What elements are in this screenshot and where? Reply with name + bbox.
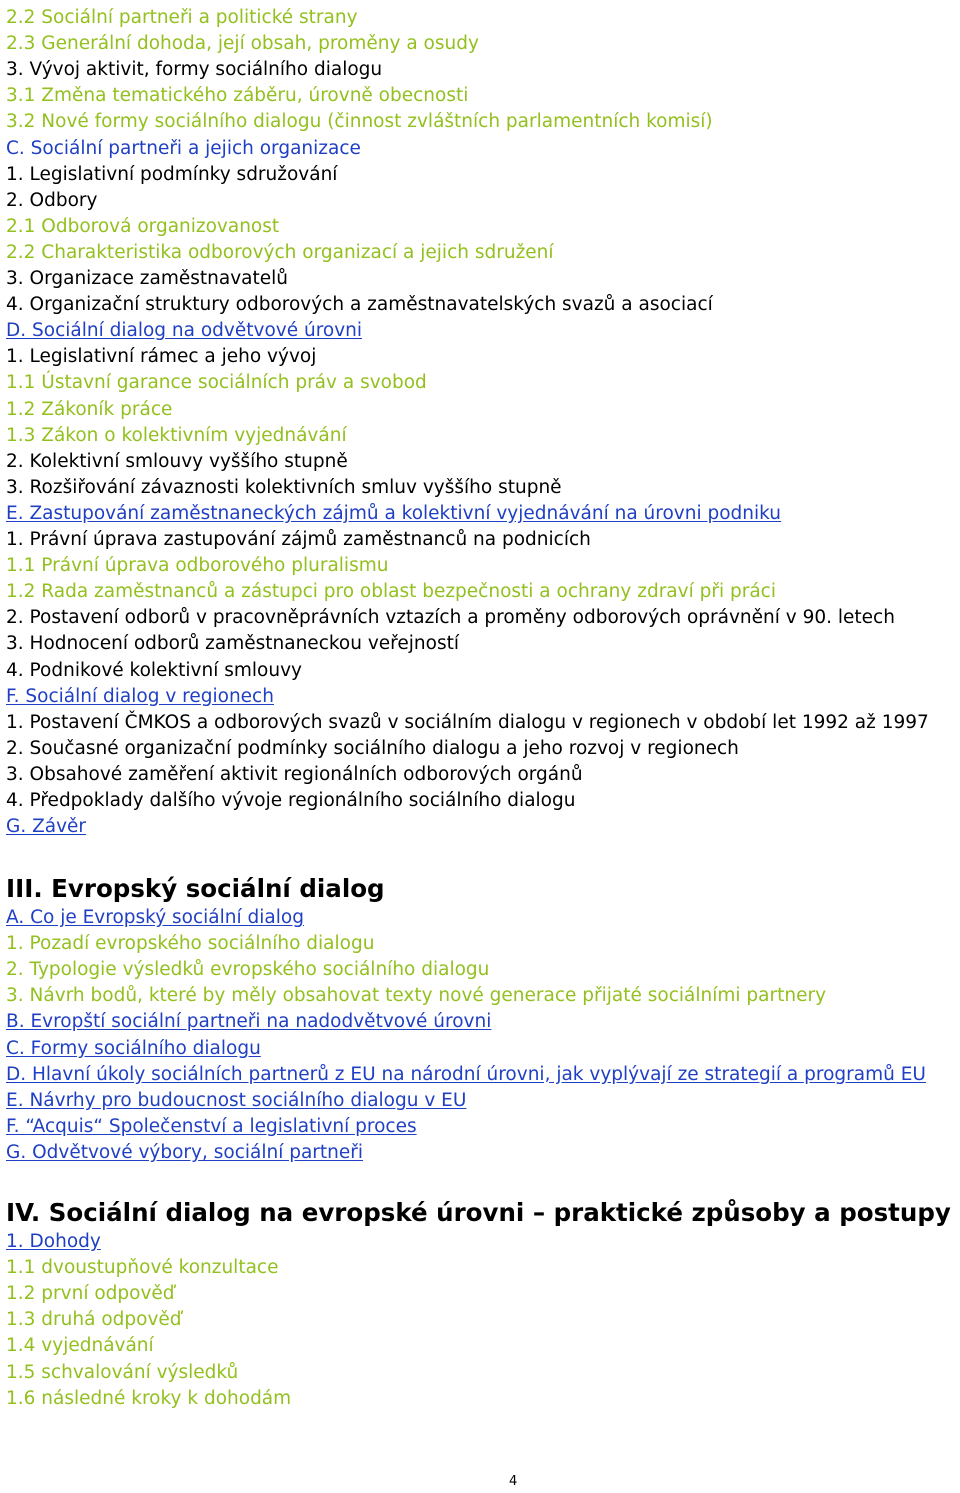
toc-entry: 4. Organizační struktury odborových a zaměstnavatelských svazů a asociací bbox=[6, 294, 713, 316]
toc-entry: 1. Legislativní rámec a jeho vývoj bbox=[6, 346, 317, 368]
toc-entry: 3. Obsahové zaměření aktivit regionálních odborových orgánů bbox=[6, 763, 583, 785]
toc-link[interactable]: A. Co je Evropský sociální dialog bbox=[6, 907, 304, 928]
heading-section-3: III. Evropský sociální dialog bbox=[6, 874, 385, 903]
toc-entry: 1. Postavení ČMKOS a odborových svazů v sociálním dialogu v regionech v období let 1992 až 1997 bbox=[6, 711, 929, 733]
toc-entry: 2.3 Generální dohoda, její obsah, proměny a osudy bbox=[6, 33, 479, 55]
toc-link[interactable]: D. Hlavní úkoly sociálních partnerů z EU na národní úrovni, jak vyplývají ze strategií a programů EU bbox=[6, 1063, 926, 1085]
toc-entry: 1.2 Rada zaměstnanců a zástupci pro oblast bezpečnosti a ochrany zdraví při práci bbox=[6, 581, 776, 603]
toc-entry: 1. Legislativní podmínky sdružování bbox=[6, 163, 338, 185]
toc-entry: 2.2 Charakteristika odborových organizací a jejich sdružení bbox=[6, 241, 554, 263]
toc-link[interactable]: 1. Dohody bbox=[6, 1231, 101, 1252]
toc-entry: 1.1 Ústavní garance sociálních práv a svobod bbox=[6, 372, 427, 394]
toc-entry: 1. Pozadí evropského sociálního dialogu bbox=[6, 933, 375, 955]
heading-section-4: IV. Sociální dialog na evropské úrovni – praktické způsoby a postupy bbox=[6, 1198, 951, 1227]
toc-entry: 1.3 druhá odpověď bbox=[6, 1309, 182, 1331]
toc-link[interactable]: C. Formy sociálního dialogu bbox=[6, 1037, 261, 1059]
toc-entry: 1.6 následné kroky k dohodám bbox=[6, 1387, 292, 1409]
toc-entry: 3. Organizace zaměstnavatelů bbox=[6, 268, 288, 289]
toc-entry: 2. Postavení odborů v pracovněprávních vztazích a proměny odborových oprávnění v 90. letech bbox=[6, 607, 895, 629]
toc-entry: 2. Odbory bbox=[6, 189, 98, 211]
toc-entry: 3. Vývoj aktivit, formy sociálního dialogu bbox=[6, 59, 383, 81]
toc-entry: 1.1 dvoustupňové konzultace bbox=[6, 1257, 279, 1279]
toc-entry: 3. Rozšiřování závaznosti kolektivních smluv vyššího stupně bbox=[6, 476, 562, 498]
toc-link[interactable]: G. Závěr bbox=[6, 816, 87, 838]
toc-entry: 4. Předpoklady dalšího vývoje regionálního sociálního dialogu bbox=[6, 790, 576, 811]
toc-entry: 3.1 Změna tematického záběru, úrovně obecnosti bbox=[6, 85, 469, 107]
toc-entry: 1.1 Právní úprava odborového pluralismu bbox=[6, 555, 389, 577]
toc-link[interactable]: B. Evropští sociální partneři na nadodvětvové úrovni bbox=[6, 1011, 492, 1033]
toc-link[interactable]: F. Sociální dialog v regionech bbox=[6, 685, 274, 707]
toc-entry: 3. Návrh bodů, které by měly obsahovat texty nové generace přijaté sociálními partnery bbox=[6, 985, 827, 1007]
toc-link[interactable]: F. “Acquis“ Společenství a legislativní proces bbox=[6, 1115, 417, 1137]
toc-link[interactable]: G. Odvětvové výbory, sociální partneři bbox=[6, 1141, 364, 1163]
toc-link[interactable]: D. Sociální dialog na odvětvové úrovni bbox=[6, 320, 363, 342]
toc-entry: 1.5 schvalování výsledků bbox=[6, 1361, 239, 1383]
toc-link[interactable]: E. Návrhy pro budoucnost sociálního dialogu v EU bbox=[6, 1089, 467, 1111]
toc-entry: 1.2 první odpověď bbox=[6, 1283, 175, 1305]
toc-entry: 3.2 Nové formy sociálního dialogu (činnost zvláštních parlamentních komisí) bbox=[6, 111, 713, 133]
toc-entry: 1. Právní úprava zastupování zájmů zaměstnanců na podnicích bbox=[6, 529, 591, 550]
toc-entry: C. Sociální partneři a jejich organizace bbox=[6, 137, 361, 159]
toc-entry: 2.2 Sociální partneři a politické strany bbox=[6, 7, 358, 28]
toc-entry: 1.4 vyjednávání bbox=[6, 1335, 154, 1357]
toc-entry: 2.1 Odborová organizovanost bbox=[6, 215, 280, 237]
toc-entry: 2. Typologie výsledků evropského sociálního dialogu bbox=[6, 959, 490, 981]
toc-entry: 3. Hodnocení odborů zaměstnaneckou veřejností bbox=[6, 633, 459, 655]
toc-entry: 2. Současné organizační podmínky sociálního dialogu a jeho rozvoj v regionech bbox=[6, 737, 739, 759]
toc-link[interactable]: E. Zastupování zaměstnaneckých zájmů a kolektivní vyjednávání na úrovni podniku bbox=[6, 502, 782, 524]
page-number: 4 bbox=[509, 1474, 518, 1489]
toc-entry: 4. Podnikové kolektivní smlouvy bbox=[6, 659, 302, 681]
toc-entry: 2. Kolektivní smlouvy vyššího stupně bbox=[6, 450, 348, 472]
toc-entry: 1.3 Zákon o kolektivním vyjednávání bbox=[6, 424, 347, 446]
toc-entry: 1.2 Zákoník práce bbox=[6, 398, 173, 420]
